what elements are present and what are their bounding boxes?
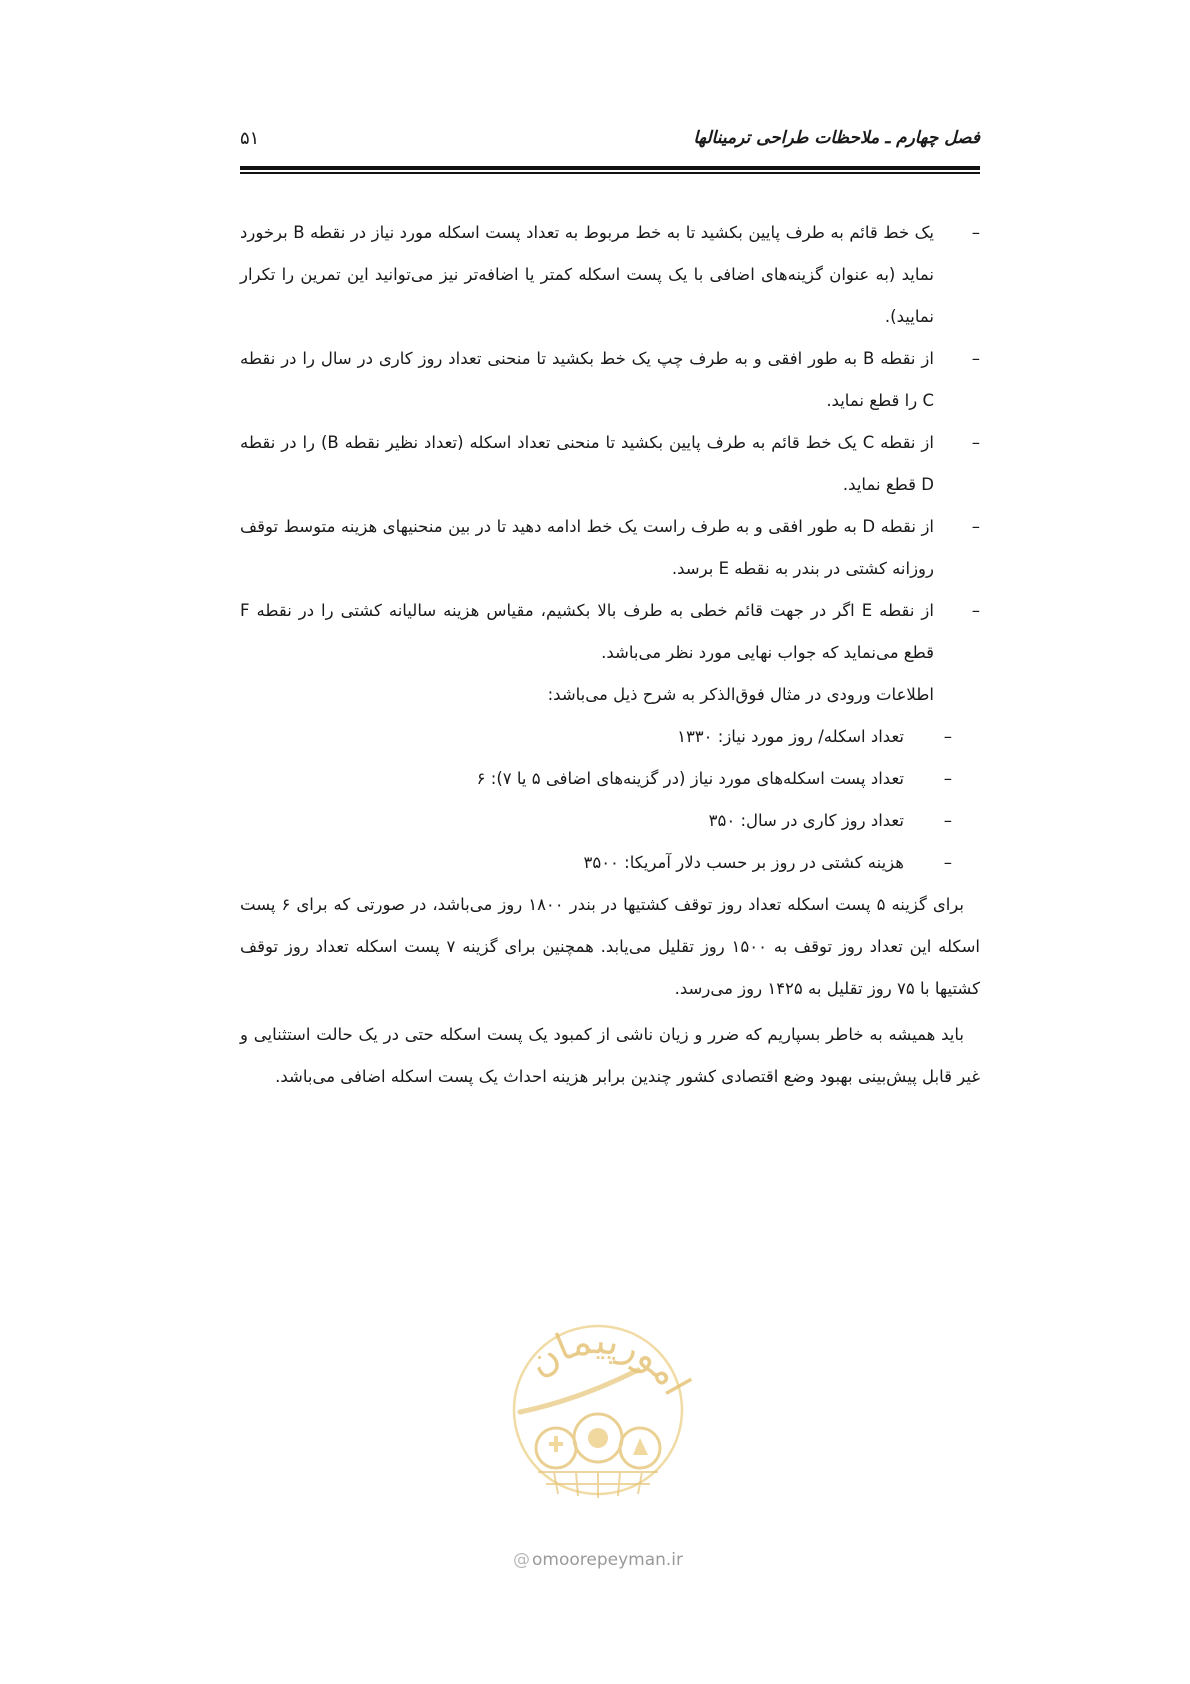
chapter-title: فصل چهارم ـ ملاحظات طراحی ترمینالها [693, 128, 980, 148]
step-bullet: – از نقطه B به طور افقی و به طرف چپ یک خط بکشید تا منحنی تعداد روز کاری در سال را در نقطه C را قطع نماید. [240, 338, 980, 422]
input-item: – هزینه کشتی در روز بر حسب دلار آمریکا: ۳۵۰۰ [240, 842, 980, 884]
page-number: ۵۱ [240, 128, 260, 149]
inputs-intro: اطلاعات ورودی در مثال فوق‌الذکر به شرح ذیل می‌باشد: [547, 685, 934, 704]
step-bullet: – یک خط قائم به طرف پایین بکشید تا به خط مربوط به تعداد پست اسکله مورد نیاز در نقطه B برخورد نماید (به عنوان گزینه‌های اضافی با یک پست اسکله کمتر یا اضافه‌تر نیز می‌توانید این تمرین را تکرار نمایید). [240, 212, 980, 338]
watermark-website [488, 1550, 708, 1570]
body-paragraph: باید همیشه به خاطر بسپاریم که ضرر و زیان ناشی از کمبود یک پست اسکله حتی در یک حالت استثنایی و غیر قابل پیش‌بینی بهبود وضع اقتصادی کشور چندین برابر هزینه احداث یک پست اسکله اضافی می‌باشد. [240, 1025, 980, 1086]
svg-text:امورپیمان: امورپیمان [518, 1318, 700, 1403]
step-bullet: – از نقطه D به طور افقی و به طرف راست یک خط ادامه دهید تا در بین منحنیهای هزینه متوسط توقف روزانه کشتی در بندر به نقطه E برسد. [240, 506, 980, 590]
page-header [240, 128, 980, 158]
step-bullet: – از نقطه E اگر در جهت قائم خطی به طرف بالا بکشیم، مقیاس هزینه سالیانه کشتی را در نقطه F قطع می‌نماید که جواب نهایی مورد نظر می‌باشد. [240, 590, 980, 674]
header-rule-thick [240, 166, 980, 170]
at-icon: @ [512, 1550, 530, 1570]
watermark-logo-icon [488, 1300, 708, 1500]
input-item: – تعداد روز کاری در سال: ۳۵۰ [240, 800, 980, 842]
header-rule-thin [240, 172, 980, 174]
body-content [240, 212, 980, 1098]
input-item: – تعداد پست اسکله‌های مورد نیاز (در گزینه‌های اضافی ۵ یا ۷): ۶ [240, 758, 980, 800]
step-bullet: – از نقطه C یک خط قائم به طرف پایین بکشید تا منحنی تعداد اسکله (تعداد نظیر نقطه B) را در نقطه D قطع نماید. [240, 422, 980, 506]
watermark-logo [488, 1300, 708, 1500]
website-text: omoorepeyman.ir [531, 1550, 684, 1570]
body-paragraph: برای گزینه ۵ پست اسکله تعداد روز توقف کشتیها در بندر ۱۸۰۰ روز می‌باشد، در صورتی که برای ۶ پست اسکله این تعداد روز توقف به ۱۵۰۰ روز تقلیل می‌یابد. همچنین برای گزینه ۷ پست اسکله تعداد روز توقف کشتیها با ۷۵ روز تقلیل به ۱۴۲۵ روز می‌رسد. [240, 895, 980, 998]
input-item: – تعداد اسکله/ روز مورد نیاز: ۱۳۳۰ [240, 716, 980, 758]
